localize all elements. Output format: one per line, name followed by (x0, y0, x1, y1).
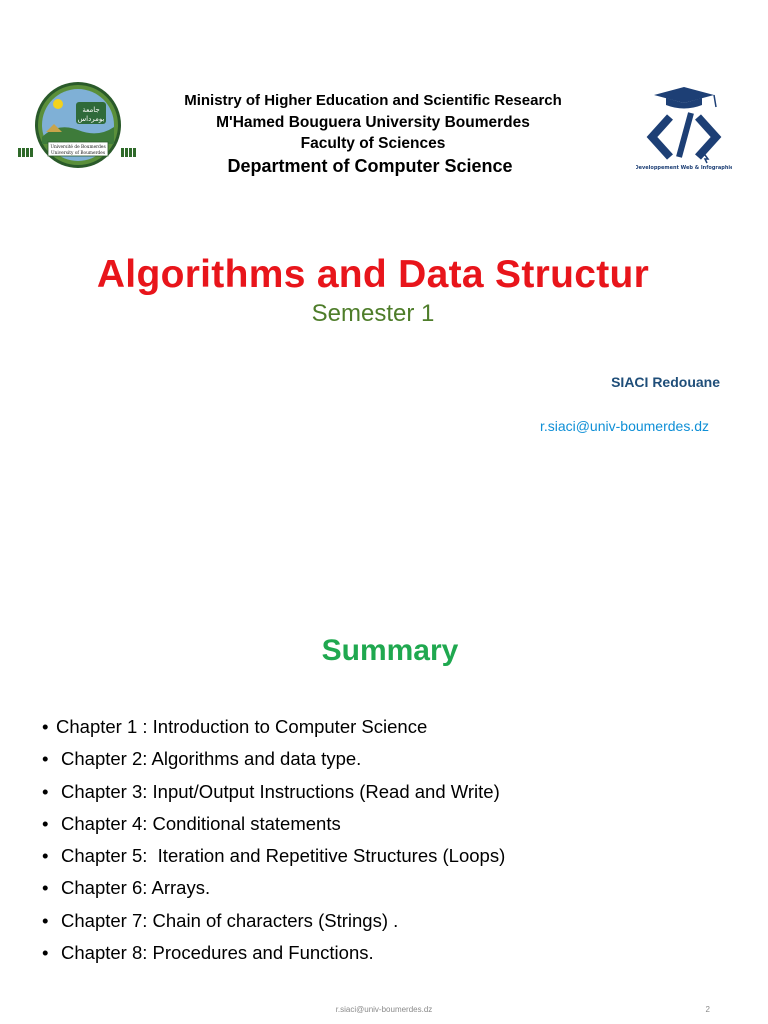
course-title: Algorithms and Data Structur (96, 253, 650, 296)
bullet-icon: • (42, 909, 49, 931)
code-brackets-icon (636, 85, 732, 173)
list-item (42, 905, 505, 937)
chapter-label: Chapter 5: Iteration and Repetitive Structures (Loops) (61, 845, 506, 867)
bullet-icon: • (42, 716, 49, 737)
bullet-icon: • (42, 845, 49, 867)
logo-caption-fr: Université de Boumerdes (50, 145, 106, 150)
semester-label: Semester 1 (311, 300, 435, 327)
bullet-icon: • (42, 877, 49, 899)
bullet-icon: • (42, 812, 49, 834)
summary-heading: Summary (321, 634, 459, 667)
chapter-label: Chapter 6: Arrays. (61, 877, 211, 899)
footer-email: r.siaci@univ-boumerdes.dz (335, 1005, 433, 1014)
bullet-icon: • (42, 748, 49, 770)
dept-logo-caption: Developpement Web & Infographie (636, 165, 732, 171)
chapter-label: Chapter 8: Procedures and Functions. (61, 942, 374, 964)
department-logo (636, 85, 732, 173)
university-logo-emblem (18, 82, 138, 168)
page-number: 2 (705, 1005, 710, 1014)
chapter-label: Chapter 1 : Introduction to Computer Science (56, 716, 428, 737)
list-item (42, 840, 505, 872)
faculty-line: Faculty of Sciences (300, 135, 446, 152)
department-line: Department of Computer Science (227, 156, 513, 176)
author-email-link[interactable]: r.siaci@univ-boumerdes.dz (539, 418, 709, 434)
list-item (42, 937, 505, 969)
chapter-label: Chapter 4: Conditional statements (61, 812, 341, 834)
chapter-label: Chapter 7: Chain of characters (Strings) . (61, 909, 399, 931)
university-logo (18, 82, 138, 168)
list-item (42, 808, 505, 840)
list-item (42, 743, 505, 775)
list-item (42, 711, 505, 743)
university-line: M'Hamed Bouguera University Boumerdes (216, 114, 530, 131)
author-name: SIACI Redouane (611, 374, 720, 390)
bullet-icon: • (42, 780, 49, 802)
logo-arabic-line2: بومرداس (77, 115, 105, 123)
logo-caption-en: University of Boumerdes (50, 151, 106, 156)
list-item (42, 872, 505, 904)
chapter-label: Chapter 3: Input/Output Instructions (Read and Write) (61, 780, 500, 802)
institution-header (140, 90, 606, 178)
list-item (42, 776, 505, 808)
bullet-icon: • (42, 942, 49, 964)
chapter-label: Chapter 2: Algorithms and data type. (61, 748, 362, 770)
ministry-line: Ministry of Higher Education and Scientific Research (184, 92, 562, 109)
logo-arabic-line1: جامعة (82, 106, 100, 114)
sun-icon (53, 99, 63, 109)
chapter-list (42, 711, 505, 969)
